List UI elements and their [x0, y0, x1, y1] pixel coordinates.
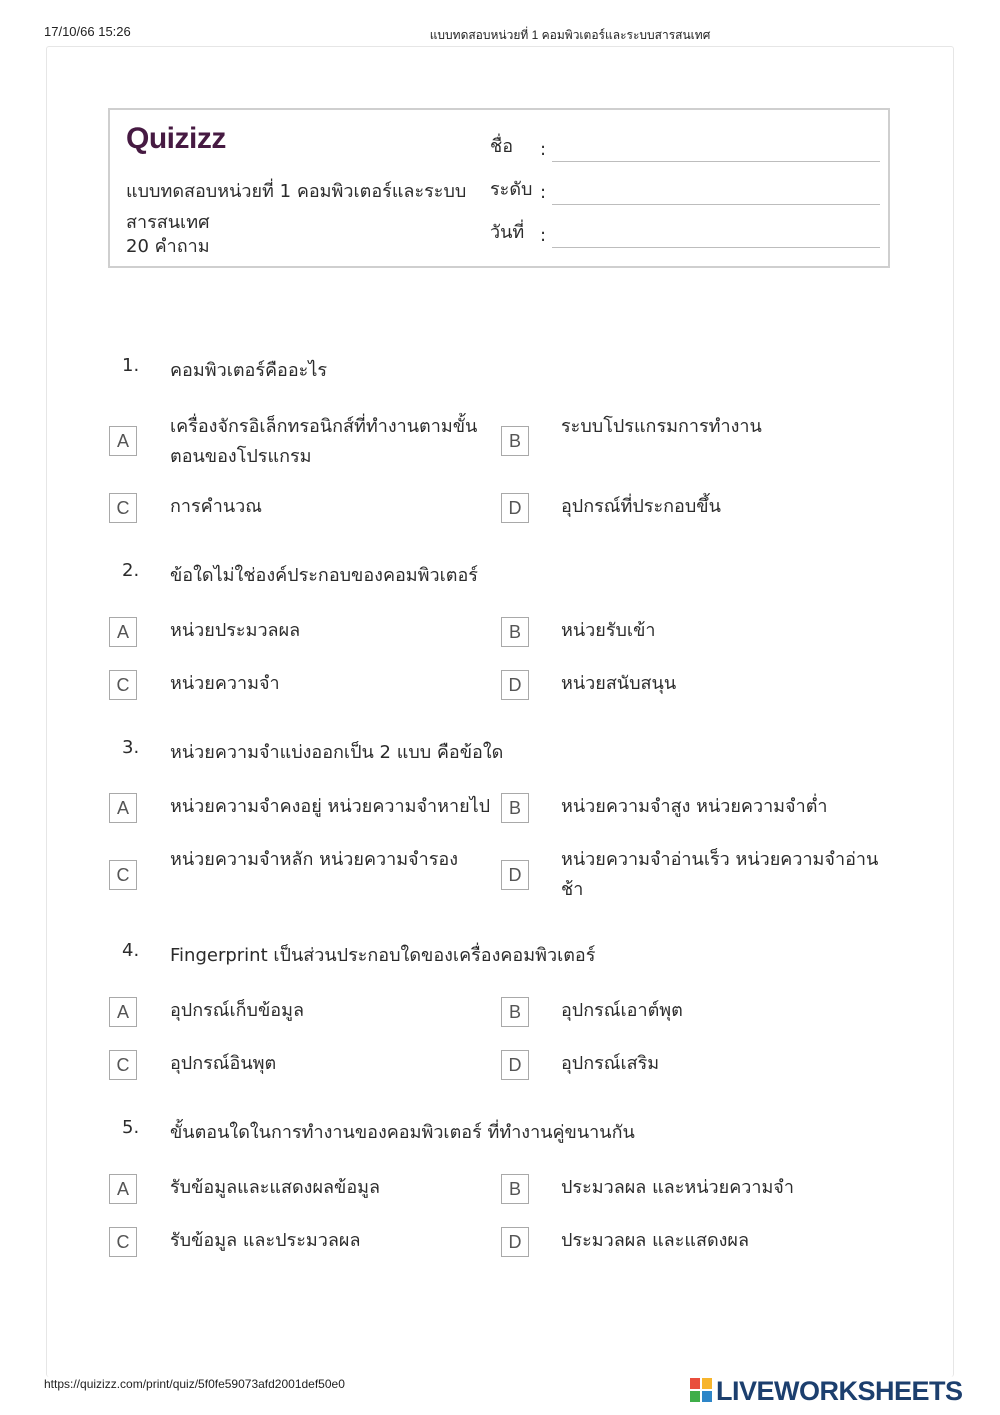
option-letter[interactable]: D: [501, 1227, 529, 1257]
option-text: อุปกรณ์อินพุต: [170, 1053, 277, 1074]
option-letter[interactable]: B: [501, 793, 529, 823]
option-letter[interactable]: A: [109, 793, 137, 823]
option-letter[interactable]: D: [501, 670, 529, 700]
question-number: 5.: [122, 1117, 140, 1138]
option-letter[interactable]: B: [501, 426, 529, 456]
option-letter[interactable]: B: [501, 617, 529, 647]
option-text: อุปกรณ์เสริม: [561, 1053, 660, 1074]
option-letter[interactable]: D: [501, 1050, 529, 1080]
liveworksheets-logo[interactable]: [690, 1376, 990, 1406]
option-letter[interactable]: C: [109, 860, 137, 890]
quizizz-logo: Quizizz: [126, 122, 226, 155]
question-number: 4.: [122, 940, 140, 961]
option-letter[interactable]: D: [501, 493, 529, 523]
date-label: วันที่: [490, 222, 525, 243]
option-text: ประมวลผล และหน่วยความจำ: [561, 1177, 794, 1198]
option-text: หน่วยสนับสนุน: [561, 673, 677, 694]
option-text: หน่วยรับเข้า: [561, 620, 656, 641]
option-letter[interactable]: C: [109, 493, 137, 523]
print-date: 17/10/66 15:26: [44, 24, 131, 39]
name-field[interactable]: [490, 132, 880, 162]
option-text: หน่วยประมวลผล: [170, 620, 301, 641]
quiz-title: แบบทดสอบหน่วยที่ 1 คอมพิวเตอร์และระบบสารสนเทศ: [126, 181, 467, 233]
option-text: รับข้อมูลและแสดงผลข้อมูล: [170, 1177, 381, 1198]
option-letter[interactable]: A: [109, 426, 137, 456]
option-text: หน่วยความจำ: [170, 673, 280, 694]
option-text: ระบบโปรแกรมการทำงาน: [561, 416, 762, 437]
option-text: เครื่องจักรอิเล็กทรอนิกส์ที่ทำงานตามขั้นตอนของโปรแกรม: [170, 416, 478, 467]
date-line[interactable]: [552, 247, 880, 248]
name-label: ชื่อ: [490, 136, 514, 157]
question-count: 20 คำถาม: [126, 236, 210, 257]
question-number: 1.: [122, 355, 140, 376]
option-text: หน่วยความจำคงอยู่ หน่วยความจำหายไป: [170, 796, 491, 817]
level-label: ระดับ: [490, 179, 533, 200]
option-text: อุปกรณ์เอาต์พุต: [561, 1000, 683, 1021]
question-text: ขั้นตอนใดในการทำงานของคอมพิวเตอร์ ที่ทำงานคู่ขนานกัน: [170, 1122, 635, 1143]
option-text: รับข้อมูล และประมวลผล: [170, 1230, 361, 1251]
option-text: ประมวลผล และแสดงผล: [561, 1230, 750, 1251]
liveworksheets-wordmark: LIVEWORKSHEETS: [716, 1376, 963, 1406]
question-text: ข้อใดไม่ใช่องค์ประกอบของคอมพิวเตอร์: [170, 565, 478, 586]
liveworksheets-icon: [690, 1378, 712, 1402]
date-colon: :: [540, 225, 547, 246]
name-colon: :: [540, 139, 547, 160]
option-letter[interactable]: C: [109, 670, 137, 700]
option-letter[interactable]: C: [109, 1050, 137, 1080]
option-text: การคำนวณ: [170, 496, 262, 517]
question-number: 3.: [122, 737, 140, 758]
option-text: อุปกรณ์เก็บข้อมูล: [170, 1000, 304, 1021]
name-line[interactable]: [552, 161, 880, 162]
option-letter[interactable]: C: [109, 1227, 137, 1257]
question-text: คอมพิวเตอร์คืออะไร: [170, 360, 328, 381]
quiz-info-box: [108, 108, 890, 268]
print-title: แบบทดสอบหน่วยที่ 1 คอมพิวเตอร์และระบบสารสนเทศ: [429, 28, 711, 42]
question-text: หน่วยความจำแบ่งออกเป็น 2 แบบ คือข้อใด: [170, 742, 504, 763]
level-field[interactable]: [490, 175, 880, 205]
option-letter[interactable]: A: [109, 617, 137, 647]
option-letter[interactable]: A: [109, 1174, 137, 1204]
option-text: หน่วยความจำหลัก หน่วยความจำรอง: [170, 849, 458, 870]
option-text: อุปกรณ์ที่ประกอบขึ้น: [561, 496, 721, 517]
option-letter[interactable]: B: [501, 1174, 529, 1204]
option-letter[interactable]: B: [501, 997, 529, 1027]
option-letter[interactable]: A: [109, 997, 137, 1027]
question-text: Fingerprint เป็นส่วนประกอบใดของเครื่องคอมพิวเตอร์: [170, 945, 596, 966]
level-line[interactable]: [552, 204, 880, 205]
date-field[interactable]: [490, 218, 880, 248]
option-text: หน่วยความจำอ่านเร็ว หน่วยความจำอ่านช้า: [561, 849, 879, 900]
option-letter[interactable]: D: [501, 860, 529, 890]
footer-url: https://quizizz.com/print/quiz/5f0fe59073afd2001def50e0: [44, 1377, 345, 1391]
option-text: หน่วยความจำสูง หน่วยความจำต่ำ: [561, 796, 828, 817]
level-colon: :: [540, 182, 547, 203]
question-number: 2.: [122, 560, 140, 581]
